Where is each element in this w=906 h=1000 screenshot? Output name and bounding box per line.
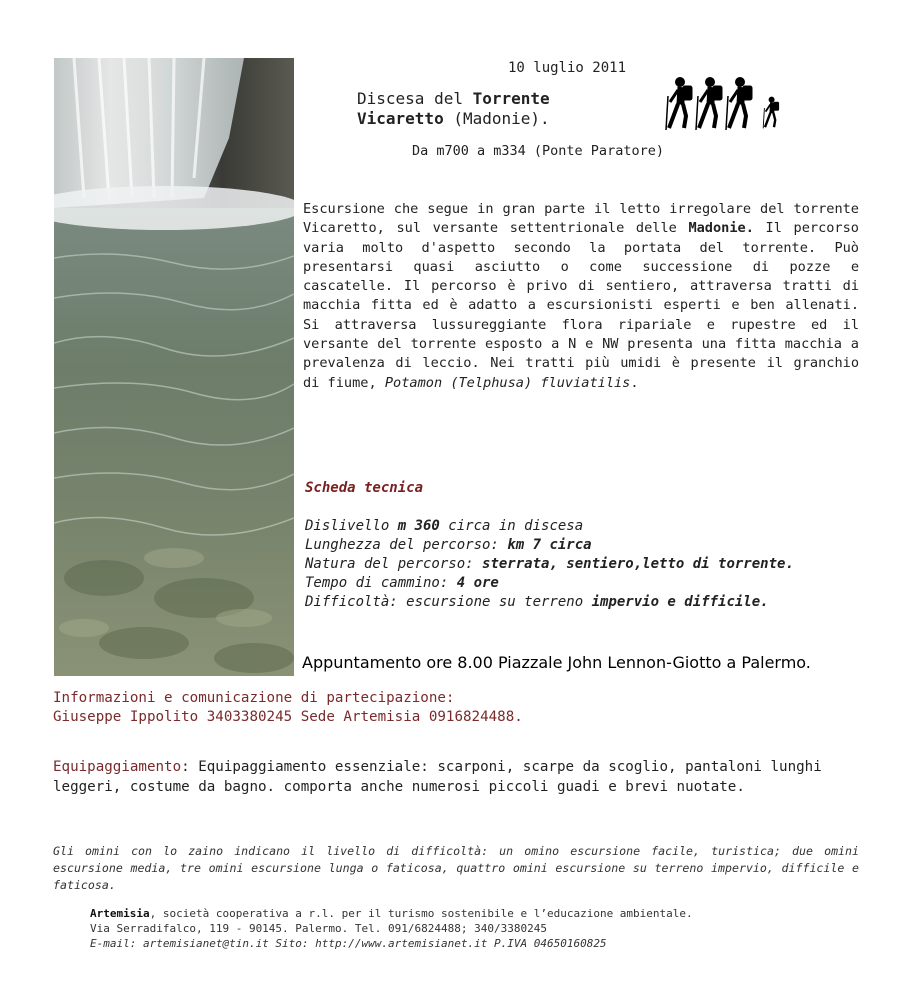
lunghezza-value: km 7 circa (507, 537, 592, 553)
natura-value: sterrata, sentiero,letto di torrente. (482, 556, 794, 572)
description-text-2: Il percorso varia molto d'aspetto secondo la portata del torrente. Può presentarsi quasi asciutto o come successione di pozze e cascatelle. Il percorso è privo di sentiero, attraversa tratti di macchia fitta ed è adatto a escursionisti esperti e ben allenati. Si attraversa lussureggiante flora ripariale e rupestre ed il versante del torrente esposto a N e NW presenta una fitta macchia a prevalenza di leccio. Nei tratti più umidi è presente il granchio di fiume, (303, 220, 859, 391)
description-madonie: Madonie. (688, 220, 754, 237)
excursion-title (357, 89, 550, 129)
equipment-label: Equipaggiamento (53, 759, 182, 775)
species-name: Potamon (Telphusa) fluviatilis (384, 374, 631, 391)
footer-org-desc: , società cooperativa a r.l. per il turismo sostenibile e l’educazione ambientale. (149, 907, 693, 920)
scheda-heading: Scheda tecnica (305, 480, 424, 496)
dislivello-value: m 360 (397, 518, 440, 534)
equipment-block (53, 758, 853, 797)
description-end: . (630, 374, 639, 391)
difficolta-value: impervio e difficile. (591, 594, 769, 610)
info-contacts: Giuseppe Ippolito 3403380245 Sede Artemisia 0916824488. (53, 709, 523, 725)
difficolta-label: Difficoltà: escursione su terreno (305, 594, 592, 610)
dislivello-label: Dislivello (305, 518, 398, 534)
footer-org-line (90, 906, 693, 921)
title-suffix: (Madonie). (443, 109, 550, 128)
natura-label: Natura del percorso: (305, 556, 483, 572)
description-text: Escursione che segue in gran parte il letto irregolare del torrente Vicaretto, sul versante settentrionale delle (303, 201, 859, 237)
lunghezza-row (305, 536, 860, 555)
tempo-label: Tempo di cammino: (305, 575, 457, 591)
hiker-icon (763, 97, 779, 128)
equipment-text: : Equipaggiamento essenziale: scarponi, scarpe da scoglio, pantaloni lunghi leggeri, costume da bagno. comporta anche numerosi piccoli guadi e brevi nuotate. (53, 759, 822, 795)
excursion-date: 10 luglio 2011 (508, 60, 627, 76)
hikers-difficulty-icon (664, 76, 790, 132)
description-paragraph (303, 200, 859, 393)
dislivello-row (305, 517, 860, 536)
waterfall-photo (54, 58, 294, 676)
dislivello-suffix: circa in discesa (439, 518, 584, 534)
natura-row (305, 555, 860, 574)
footer-contacts: E-mail: artemisianet@tin.it Sito: http://www.artemisianet.it P.IVA 04650160825 (90, 937, 607, 950)
footer-address: Via Serradifalco, 119 - 90145. Palermo. Tel. 091/6824488; 340/3380245 (90, 922, 547, 935)
altitude-range: Da m700 a m334 (Ponte Paratore) (412, 143, 664, 159)
difficolta-row (305, 593, 860, 612)
title-torrente: Torrente (472, 89, 550, 108)
footer (90, 906, 693, 951)
difficulty-note: Gli omini con lo zaino indicano il livello di difficoltà: un omino escursione facile, turistica; due omini escursione media, tre omini escursione lunga o faticosa, quattro omini escursione su terreno impervio, difficile e faticosa. (53, 844, 859, 892)
technical-sheet (305, 517, 860, 612)
lunghezza-label: Lunghezza del percorso: (305, 537, 508, 553)
tempo-row (305, 574, 860, 593)
title-prefix: Discesa del (357, 89, 473, 108)
tempo-value: 4 ore (456, 575, 499, 591)
info-heading: Informazioni e comunicazione di partecipazione: (53, 690, 455, 706)
hiker-icon (696, 78, 722, 131)
title-vicaretto: Vicaretto (357, 109, 444, 128)
hiker-icon (726, 78, 752, 131)
footer-org: Artemisia (90, 907, 150, 920)
hiker-icon (666, 78, 692, 131)
meeting-point: Appuntamento ore 8.00 Piazzale John Lennon-Giotto a Palermo. (302, 653, 811, 672)
info-block (53, 689, 523, 727)
